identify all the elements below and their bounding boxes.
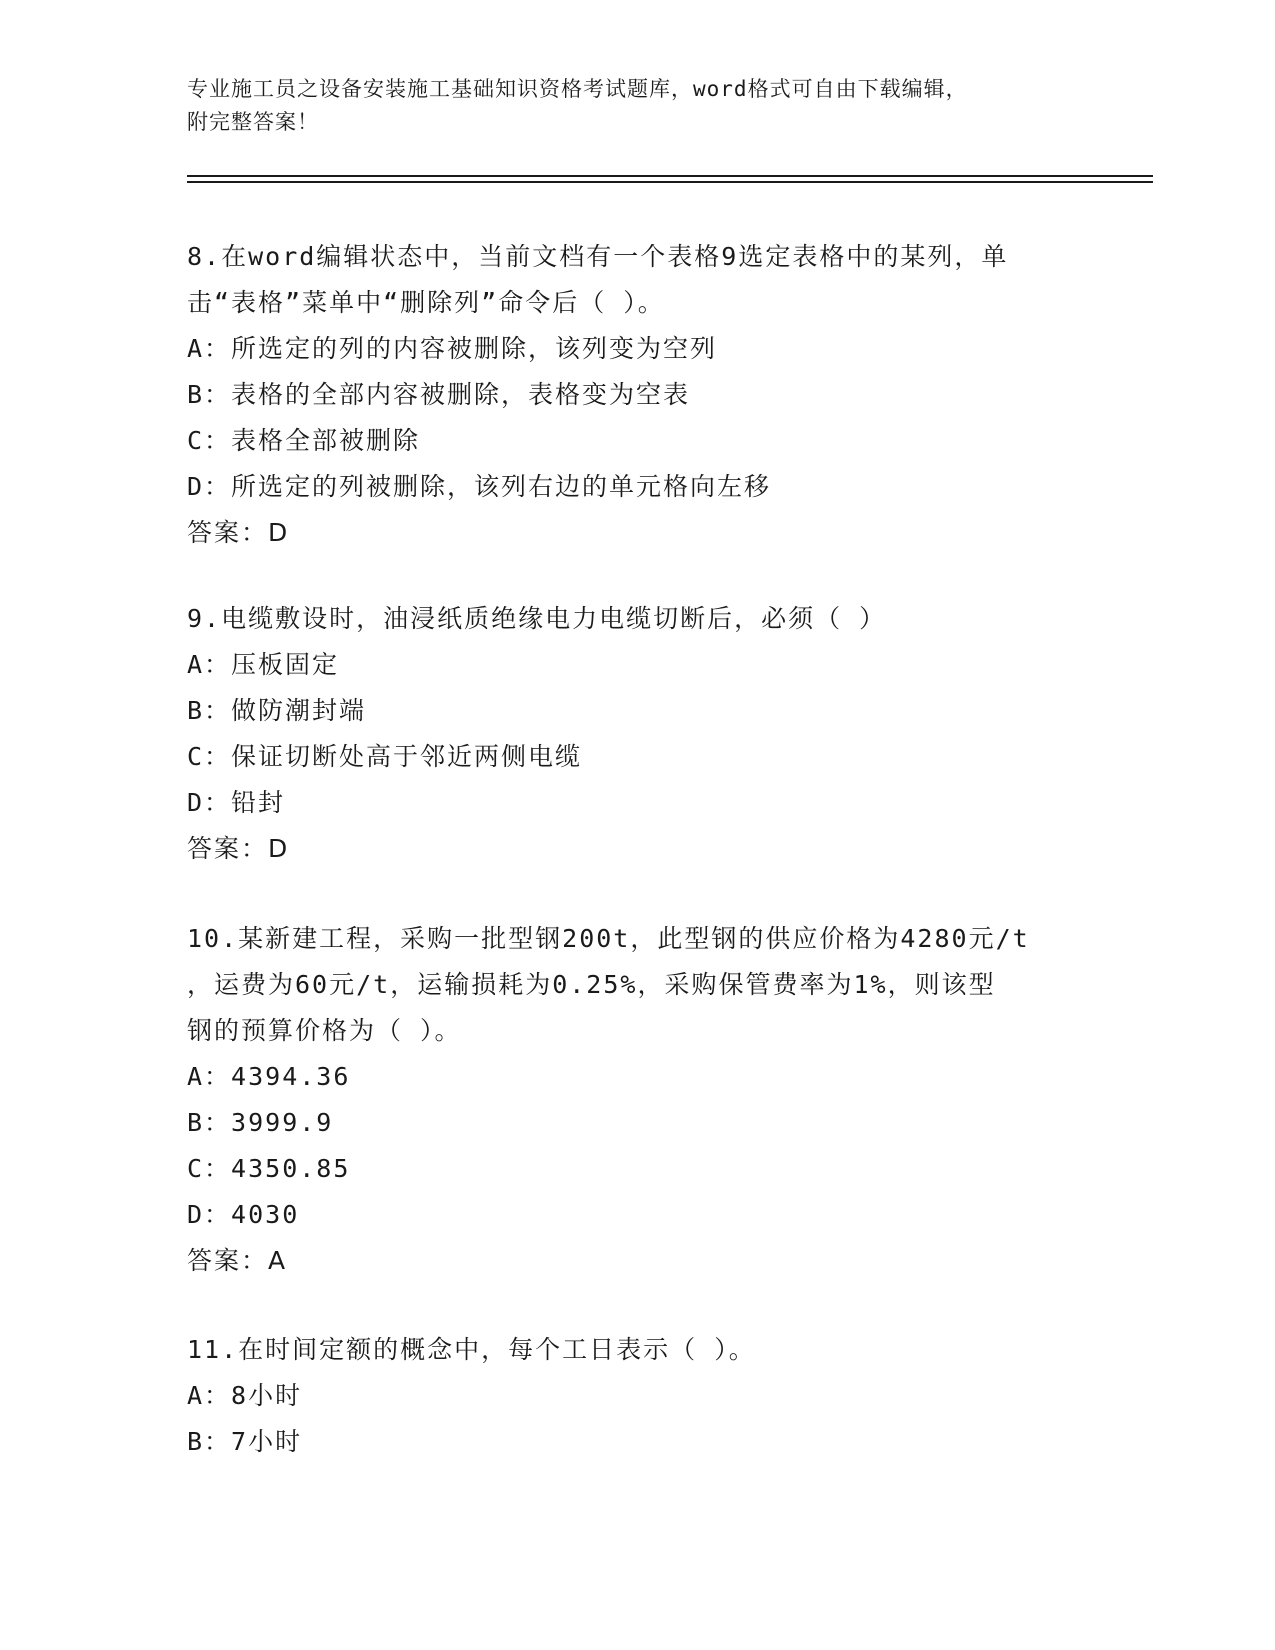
option-d: D：铅封: [187, 788, 286, 817]
header-line-2: 附完整答案！: [187, 110, 319, 134]
answer: 答案：A: [187, 1246, 288, 1275]
question-text-line: 10.某新建工程，采购一批型钢200t，此型钢的供应价格为4280元/t: [187, 924, 1030, 953]
option-c: C：4350.85: [187, 1154, 351, 1183]
question-text-line: 8.在word编辑状态中，当前文档有一个表格9选定表格中的某列，单: [187, 242, 1009, 271]
answer: 答案：D: [187, 518, 290, 547]
option-b: B：表格的全部内容被删除，表格变为空表: [187, 380, 691, 409]
option-b: B：7小时: [187, 1427, 303, 1456]
question-10: [187, 916, 1077, 1284]
option-c: C：表格全部被删除: [187, 426, 421, 455]
question-text-line: 击“表格”菜单中“删除列”命令后（ ）。: [187, 288, 665, 317]
question-text-line: 11.在时间定额的概念中，每个工日表示（ ）。: [187, 1335, 756, 1364]
answer: 答案：D: [187, 834, 290, 863]
option-d: D：4030: [187, 1200, 300, 1229]
option-a: A：8小时: [187, 1381, 303, 1410]
header-divider-bottom: [187, 181, 1153, 183]
question-text-line: 9.电缆敷设时，油浸纸质绝缘电力电缆切断后，必须（ ）: [187, 604, 887, 633]
question-text-line: 钢的预算价格为（ ）。: [187, 1016, 462, 1045]
option-d: D：所选定的列被删除，该列右边的单元格向左移: [187, 472, 772, 501]
question-9: [187, 596, 1077, 872]
question-11: [187, 1327, 1077, 1465]
option-b: B：3999.9: [187, 1108, 334, 1137]
option-b: B：做防潮封端: [187, 696, 367, 725]
question-text-line: ，运费为60元/t，运输损耗为0.25%，采购保管费率为1%，则该型: [187, 970, 996, 999]
question-8: [187, 234, 1077, 556]
header-line-1: 专业施工员之设备安装施工基础知识资格考试题库，word格式可自由下载编辑，: [187, 77, 968, 101]
option-c: C：保证切断处高于邻近两侧电缆: [187, 742, 583, 771]
option-a: A：压板固定: [187, 650, 340, 679]
option-a: A：所选定的列的内容被删除，该列变为空列: [187, 334, 718, 363]
document-header: [187, 73, 1077, 139]
header-divider-top: [187, 175, 1153, 177]
option-a: A：4394.36: [187, 1062, 351, 1091]
